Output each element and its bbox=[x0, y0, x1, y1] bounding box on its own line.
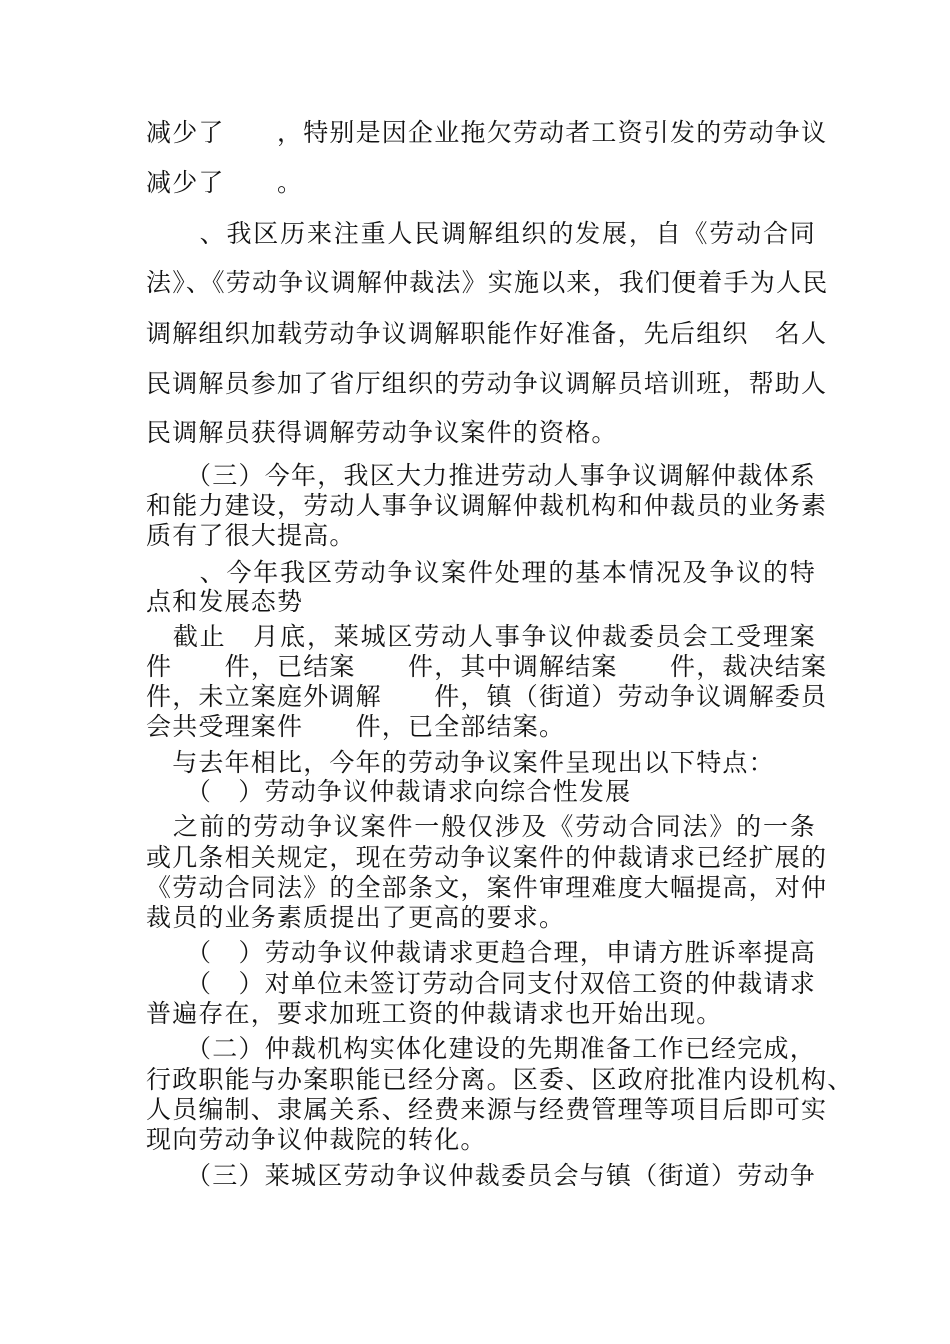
text-line: 、我区历来注重人民调解组织的发展，自《劳动合同 bbox=[146, 219, 816, 248]
text-line: 或几条相关规定，现在劳动争议案件的仲裁请求已经扩展的 bbox=[146, 843, 828, 872]
text-line: 截止 月底，莱城区劳动人事争议仲裁委员会工受理案 bbox=[146, 622, 816, 651]
list-item-heading: （ ）劳动争议仲裁请求更趋合理，申请方胜诉率提高 bbox=[146, 938, 816, 967]
text-line: （ ）对单位未签订劳动合同支付双倍工资的仲裁请求 bbox=[146, 969, 816, 998]
text-line: 与去年相比，今年的劳动争议案件呈现出以下特点： bbox=[146, 748, 775, 777]
text-line: 行政职能与办案职能已经分离。区委、区政府批准内设机构、 bbox=[146, 1065, 854, 1094]
text-line: 和能力建设，劳动人事争议调解仲裁机构和仲裁员的业务素 bbox=[146, 491, 828, 520]
text-line: 民调解员参加了省厅组织的劳动争议调解员培训班，帮助人 bbox=[146, 369, 828, 398]
section-heading: 、今年我区劳动争议案件处理的基本情况及争议的特 bbox=[146, 558, 816, 587]
text-line: 民调解员获得调解劳动争议案件的资格。 bbox=[146, 418, 618, 447]
text-line: 件，未立案庭外调解 件，镇（街道）劳动争议调解委员 bbox=[146, 682, 828, 711]
text-line: 调解组织加载劳动争议调解职能作好准备，先后组织 名人 bbox=[146, 319, 828, 348]
text-line: 人员编制、隶属关系、经费来源与经费管理等项目后即可实 bbox=[146, 1095, 828, 1124]
text-line: 之前的劳动争议案件一般仅涉及《劳动合同法》的一条 bbox=[146, 812, 816, 841]
text-line: （三）莱城区劳动争议仲裁委员会与镇（街道）劳动争 bbox=[146, 1161, 816, 1190]
text-line: 裁员的业务素质提出了更高的要求。 bbox=[146, 903, 566, 932]
text-line: 普遍存在，要求加班工资的仲裁请求也开始出现。 bbox=[146, 999, 723, 1028]
text-line: 法》、《劳动争议调解仲裁法》实施以来，我们便着手为人民 bbox=[146, 268, 829, 297]
text-line: 减少了 。 bbox=[146, 168, 304, 197]
text-line: 《劳动合同法》的全部条文，案件审理难度大幅提高，对仲 bbox=[146, 873, 828, 902]
text-line: 会共受理案件 件，已全部结案。 bbox=[146, 712, 566, 741]
list-item-heading: （ ）劳动争议仲裁请求向综合性发展 bbox=[146, 777, 632, 806]
text-line: 件 件，已结案 件，其中调解结案 件，裁决结案 bbox=[146, 652, 854, 681]
section-heading: 点和发展态势 bbox=[146, 587, 304, 616]
text-line: 减少了 ，特别是因企业拖欠劳动者工资引发的劳动争议 bbox=[146, 118, 828, 147]
text-line: （三）今年，我区大力推进劳动人事争议调解仲裁体系 bbox=[146, 461, 816, 490]
text-line: 现向劳动争议仲裁院的转化。 bbox=[146, 1125, 487, 1154]
text-line: 质有了很大提高。 bbox=[146, 521, 356, 550]
text-line: （二）仲裁机构实体化建设的先期准备工作已经完成， bbox=[146, 1034, 816, 1063]
